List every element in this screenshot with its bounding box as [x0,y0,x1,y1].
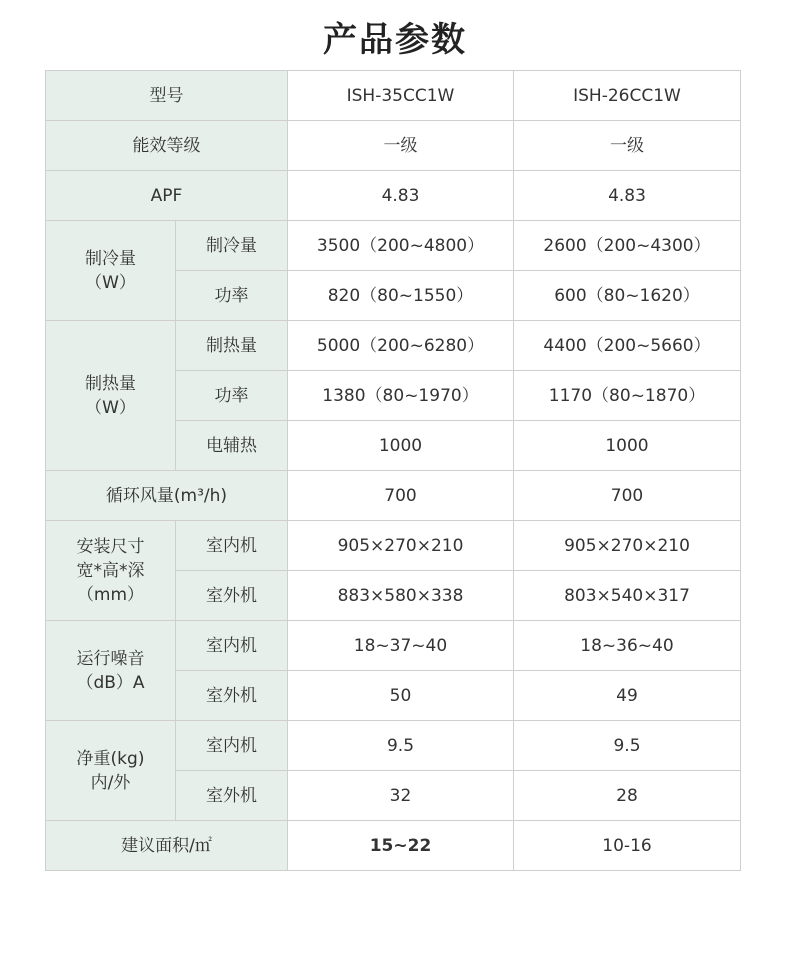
table-row-area [46,821,741,871]
dimensions-group-label: 安装尺寸 宽*高*深 （mm） [46,521,176,621]
area-value-a: 15~22 [288,821,514,871]
area-value-b: 10-16 [514,821,741,871]
cooling-power-label: 功率 [176,271,288,321]
table-row-noise-indoor [46,621,741,671]
noise-indoor-value-a: 18~37~40 [288,621,514,671]
model-value-b: ISH-26CC1W [514,71,741,121]
heating-power-value-a: 1380（80~1970） [288,371,514,421]
apf-value-a: 4.83 [288,171,514,221]
heating-power-label: 功率 [176,371,288,421]
apf-label: APF [46,171,288,221]
weight-group-label: 净重(kg) 内/外 [46,721,176,821]
noise-outdoor-value-a: 50 [288,671,514,721]
heating-capacity-label: 制热量 [176,321,288,371]
dimensions-indoor-value-b: 905×270×210 [514,521,741,571]
weight-indoor-label: 室内机 [176,721,288,771]
area-label: 建议面积/㎡ [46,821,288,871]
weight-indoor-value-a: 9.5 [288,721,514,771]
table-row-cooling-capacity [46,221,741,271]
table-row-apf [46,171,741,221]
heating-aux-value-a: 1000 [288,421,514,471]
dimensions-outdoor-value-a: 883×580×338 [288,571,514,621]
dimensions-indoor-value-a: 905×270×210 [288,521,514,571]
noise-indoor-value-b: 18~36~40 [514,621,741,671]
heating-capacity-value-a: 5000（200~6280） [288,321,514,371]
airflow-value-b: 700 [514,471,741,521]
table-row-energy [46,121,741,171]
heating-capacity-value-b: 4400（200~5660） [514,321,741,371]
dimensions-outdoor-value-b: 803×540×317 [514,571,741,621]
dimensions-outdoor-label: 室外机 [176,571,288,621]
airflow-label: 循环风量(m³/h) [46,471,288,521]
noise-outdoor-label: 室外机 [176,671,288,721]
table-row-dimensions-indoor [46,521,741,571]
model-value-a: ISH-35CC1W [288,71,514,121]
noise-indoor-label: 室内机 [176,621,288,671]
energy-label: 能效等级 [46,121,288,171]
model-label: 型号 [46,71,288,121]
weight-outdoor-value-b: 28 [514,771,741,821]
weight-outdoor-value-a: 32 [288,771,514,821]
airflow-value-a: 700 [288,471,514,521]
heating-aux-value-b: 1000 [514,421,741,471]
cooling-capacity-value-b: 2600（200~4300） [514,221,741,271]
noise-group-label: 运行噪音 （dB）A [46,621,176,721]
cooling-capacity-label: 制冷量 [176,221,288,271]
energy-value-b: 一级 [514,121,741,171]
table-row-weight-indoor [46,721,741,771]
apf-value-b: 4.83 [514,171,741,221]
heating-power-value-b: 1170（80~1870） [514,371,741,421]
cooling-capacity-value-a: 3500（200~4800） [288,221,514,271]
table-row-heating-capacity [46,321,741,371]
heating-aux-label: 电辅热 [176,421,288,471]
spec-table [45,70,741,871]
energy-value-a: 一级 [288,121,514,171]
cooling-power-value-b: 600（80~1620） [514,271,741,321]
noise-outdoor-value-b: 49 [514,671,741,721]
table-row-airflow [46,471,741,521]
cooling-group-label: 制冷量 （W） [46,221,176,321]
weight-outdoor-label: 室外机 [176,771,288,821]
table-row-model [46,71,741,121]
cooling-power-value-a: 820（80~1550） [288,271,514,321]
weight-indoor-value-b: 9.5 [514,721,741,771]
page-title: 产品参数 [323,20,467,60]
heating-group-label: 制热量 （W） [46,321,176,471]
dimensions-indoor-label: 室内机 [176,521,288,571]
